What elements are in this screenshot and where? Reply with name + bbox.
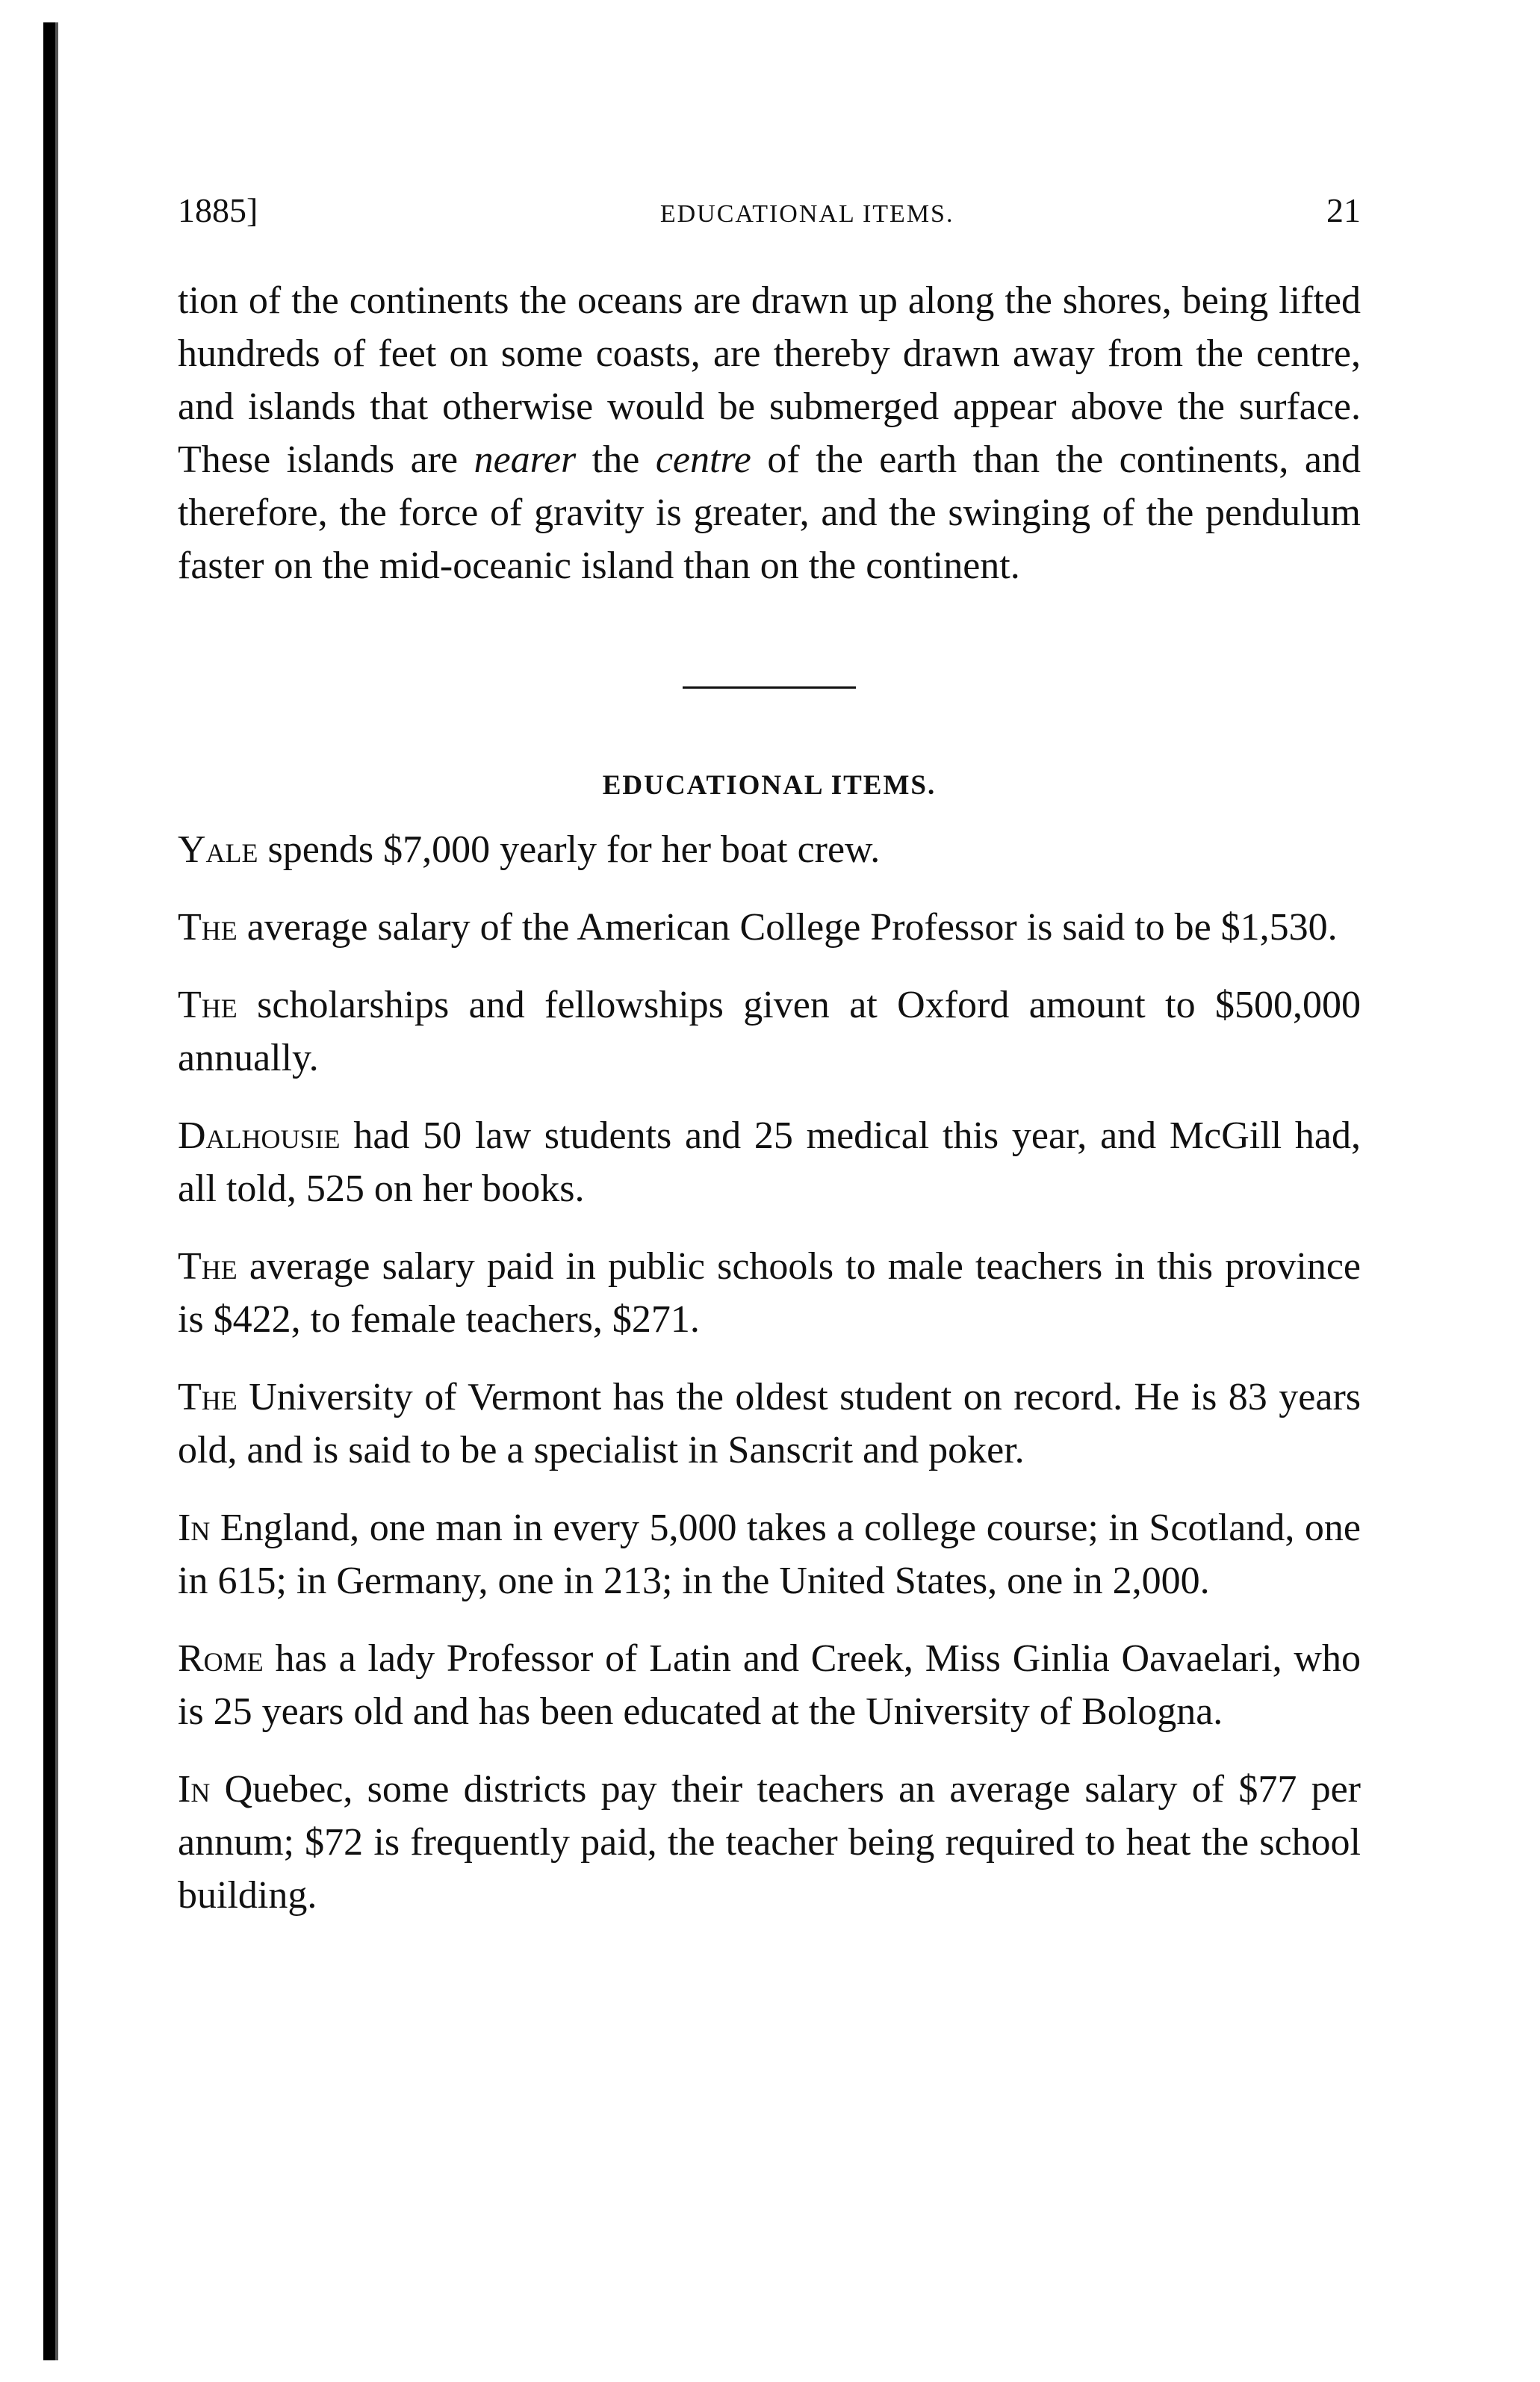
item-text: has a lady Professor of Latin and Creek, Miss Ginlia Oavaelari, who is 25 years old and has been educated at the University of Bologna. xyxy=(178,1637,1361,1733)
item-lead-word: In xyxy=(178,1507,211,1549)
item-lead-word: The xyxy=(178,1376,237,1418)
page-number: 21 xyxy=(1326,191,1361,229)
item-text: average salary of the American College Professor is said to be $1,530. xyxy=(237,906,1338,949)
item-lead-word: Dalhousie xyxy=(178,1114,341,1157)
news-item xyxy=(178,1501,1361,1607)
news-item xyxy=(178,1632,1361,1738)
header-year: 1885] xyxy=(178,191,258,229)
item-text: spends $7,000 yearly for her boat crew. xyxy=(258,828,881,871)
item-text: England, one man in every 5,000 takes a college course; in Scotland, one in 615; in Germany, one in 213; in the United States, one in 2,000. xyxy=(178,1507,1361,1602)
italic-nearer: nearer xyxy=(474,438,577,481)
news-item xyxy=(178,823,1361,876)
news-item xyxy=(178,978,1361,1085)
item-lead-word: Yale xyxy=(178,828,258,871)
running-head xyxy=(178,190,1361,243)
item-lead-word: The xyxy=(178,984,237,1026)
item-lead-word: The xyxy=(178,1245,237,1288)
item-text: average salary paid in public schools to male teachers in this province is $422, to female teachers, $271. xyxy=(178,1245,1361,1341)
continuation-text-3: of the earth than the continents, and therefore, the force of gravity is greater, and the swinging of the pendulum faster on the mid-oceanic island than on the continent. xyxy=(178,438,1362,587)
section-heading: EDUCATIONAL ITEMS. xyxy=(602,770,937,801)
italic-centre: centre xyxy=(655,438,751,481)
news-item xyxy=(178,901,1361,954)
continuation-text-1: tion of the continents the oceans are drawn up along the shores, being lifted hundreds of feet on some coasts, are thereby drawn away from the centre, and islands that otherwise would be submerged appear above the surface. These islands are xyxy=(178,279,1361,481)
news-item xyxy=(178,1371,1361,1477)
news-item xyxy=(178,1109,1361,1215)
item-lead-word: Rome xyxy=(178,1637,264,1680)
binding-edge xyxy=(43,22,55,2360)
page xyxy=(178,190,1361,1922)
item-text: scholarships and fellowships given at Oxford amount to $500,000 annually. xyxy=(178,984,1361,1079)
item-text: Quebec, some districts pay their teachers an average salary of $77 per annum; $72 is frequently paid, the teacher being required to heat the school building. xyxy=(178,1768,1361,1917)
header-title: EDUCATIONAL ITEMS. xyxy=(659,200,954,228)
continuation-text-2: the xyxy=(576,438,656,481)
continuation-paragraph xyxy=(178,274,1361,592)
news-item xyxy=(178,1763,1361,1922)
item-text: had 50 law students and 25 medical this year, and McGill had, all told, 525 on her books. xyxy=(178,1114,1361,1210)
section-divider xyxy=(683,686,856,689)
news-item xyxy=(178,1240,1361,1346)
item-lead-word: In xyxy=(178,1768,211,1811)
item-lead-word: The xyxy=(178,906,237,949)
binding-edge-shadow xyxy=(55,22,58,2360)
item-text: University of Vermont has the oldest student on record. He is 83 years old, and is said to be a specialist in Sanscrit and poker. xyxy=(178,1376,1361,1471)
